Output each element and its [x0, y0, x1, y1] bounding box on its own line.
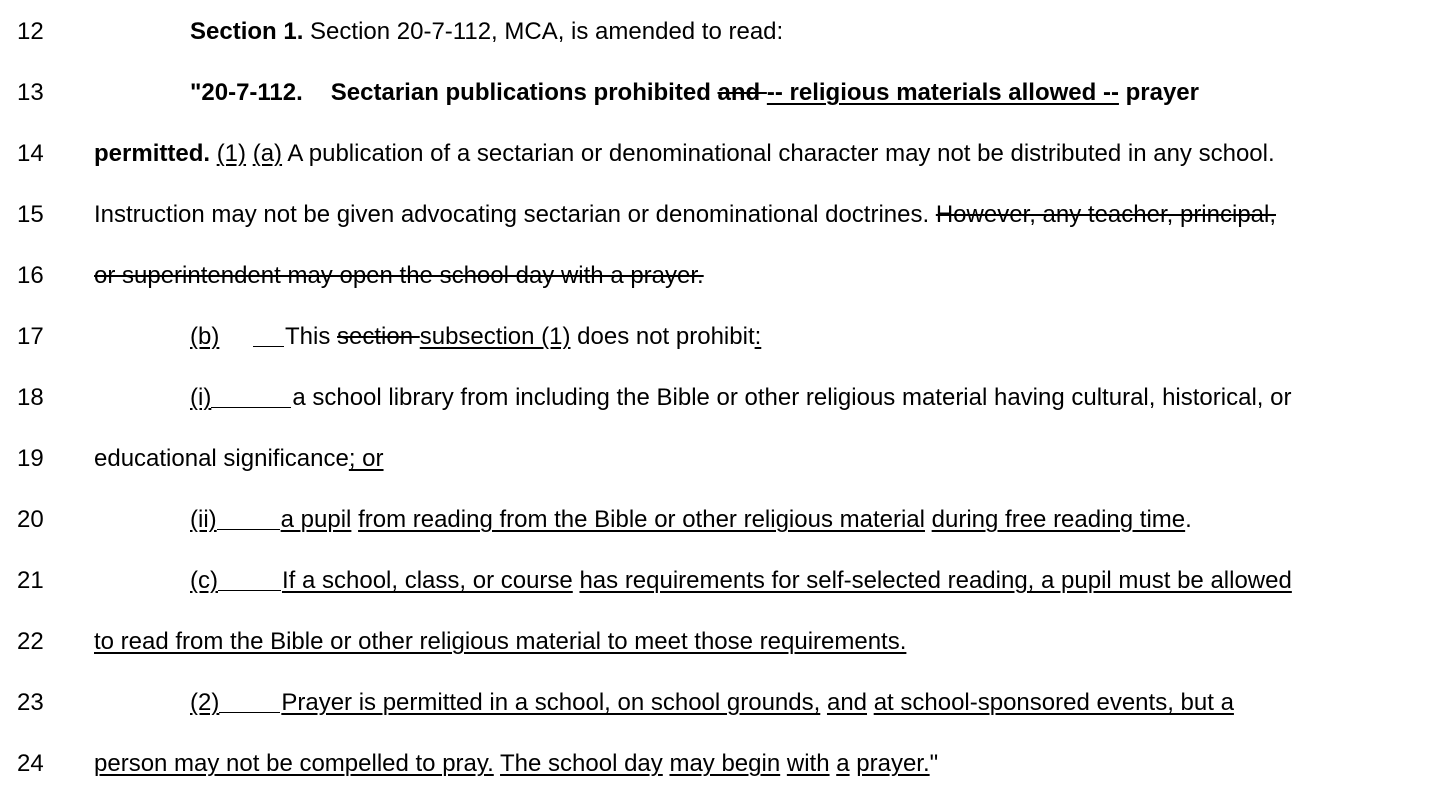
line-text	[190, 78, 1199, 108]
deleted-text: and	[717, 79, 767, 106]
space	[210, 140, 217, 167]
line-text	[190, 505, 1192, 535]
inserted-text: and	[826, 689, 868, 716]
line-text	[94, 261, 704, 291]
inserted-text: has requirements for self-selected reading, a pupil must be allowed	[579, 567, 1292, 594]
inserted-text: may begin	[669, 750, 781, 777]
inserted-text: (1)	[216, 140, 247, 167]
inserted-text: (b)	[190, 323, 220, 350]
text-run: Section 20-7-112, MCA, is amended to read:	[303, 18, 784, 45]
text-run: Sectarian publications prohibited	[330, 79, 718, 106]
line-23	[0, 688, 1456, 718]
line-14	[0, 139, 1456, 169]
line-number: 15	[17, 201, 44, 228]
line-text	[94, 200, 1276, 230]
inserted-text: to read from the Bible or other religious material to meet those requirements.	[94, 628, 907, 655]
line-number: 22	[17, 628, 44, 655]
inserted-text: The school day	[500, 750, 663, 777]
line-number: 23	[17, 689, 44, 716]
line-number: 21	[17, 567, 44, 594]
space	[780, 750, 787, 777]
line-text	[94, 749, 938, 779]
inserted-text: prayer.	[856, 750, 930, 777]
line-number: 16	[17, 262, 44, 289]
inserted-text: (a)	[252, 140, 283, 167]
space	[246, 140, 253, 167]
inserted-text: a	[836, 750, 850, 777]
line-number: 20	[17, 506, 44, 533]
inserted-text: (ii)	[190, 506, 217, 533]
line-16	[0, 261, 1456, 291]
line-number: 13	[17, 79, 44, 106]
line-number: 18	[17, 384, 44, 411]
inserted-text: (2)	[190, 689, 220, 716]
text-run: .	[1185, 506, 1192, 533]
inserted-text: a pupil	[280, 506, 352, 533]
section-heading: Section 1.	[190, 18, 304, 45]
text-run: a school library from including the Bible or other religious material having cultural, historical, or	[292, 384, 1292, 411]
inserted-text: during free reading time	[931, 506, 1186, 533]
line-text	[94, 627, 906, 657]
text-run: does not prohibit	[570, 323, 755, 350]
line-21	[0, 566, 1456, 596]
line-19	[0, 444, 1456, 474]
space	[925, 506, 932, 533]
space	[820, 689, 827, 716]
line-text	[94, 139, 1275, 169]
line-20	[0, 505, 1456, 535]
line-number: 17	[17, 323, 44, 350]
section-number: "20-7-112.	[190, 79, 303, 106]
line-number: 19	[17, 445, 44, 472]
line-13	[0, 78, 1456, 108]
line-24	[0, 749, 1456, 779]
deleted-text: section	[337, 323, 420, 350]
inserted-text: -- religious materials allowed --	[766, 79, 1119, 106]
text-run: "	[929, 750, 939, 777]
text-run: permitted.	[94, 140, 211, 167]
line-text	[190, 17, 783, 47]
line-number: 12	[17, 18, 44, 45]
inserted-text: (c)	[190, 567, 218, 594]
inserted-text: with	[786, 750, 830, 777]
line-number: 14	[17, 140, 44, 167]
text-run: A publication of a sectarian or denominational character may not be distributed in any school.	[282, 140, 1275, 167]
inserted-text: at school-sponsored events, but a	[873, 689, 1234, 716]
inserted-text: subsection (1)	[419, 323, 571, 350]
space	[867, 689, 874, 716]
line-number: 24	[17, 750, 44, 777]
inserted-text: (i)	[190, 384, 212, 411]
line-22	[0, 627, 1456, 657]
text-run: prayer	[1118, 79, 1199, 106]
text-run: educational significance	[94, 445, 349, 472]
text-run: Instruction may not be given advocating sectarian or denominational doctrines.	[94, 201, 936, 228]
line-text	[190, 566, 1292, 596]
deleted-text: or superintendent may open the school day with a prayer.	[94, 262, 704, 289]
inserted-text: If a school, class, or course	[281, 567, 573, 594]
inserted-text: ; or	[348, 445, 384, 472]
line-17	[0, 322, 1456, 352]
line-text	[94, 444, 384, 474]
inserted-text: from reading from the Bible or other religious material	[358, 506, 925, 533]
deleted-text: However, any teacher, principal,	[935, 201, 1277, 228]
line-text	[190, 383, 1291, 413]
text-run: This	[285, 323, 338, 350]
line-text	[190, 322, 761, 352]
line-18	[0, 383, 1456, 413]
inserted-text: person may not be compelled to pray.	[94, 750, 494, 777]
inserted-text: :	[754, 323, 762, 350]
line-12	[0, 17, 1456, 47]
line-text	[190, 688, 1234, 718]
inserted-text: Prayer is permitted in a school, on school grounds,	[281, 689, 821, 716]
line-15	[0, 200, 1456, 230]
